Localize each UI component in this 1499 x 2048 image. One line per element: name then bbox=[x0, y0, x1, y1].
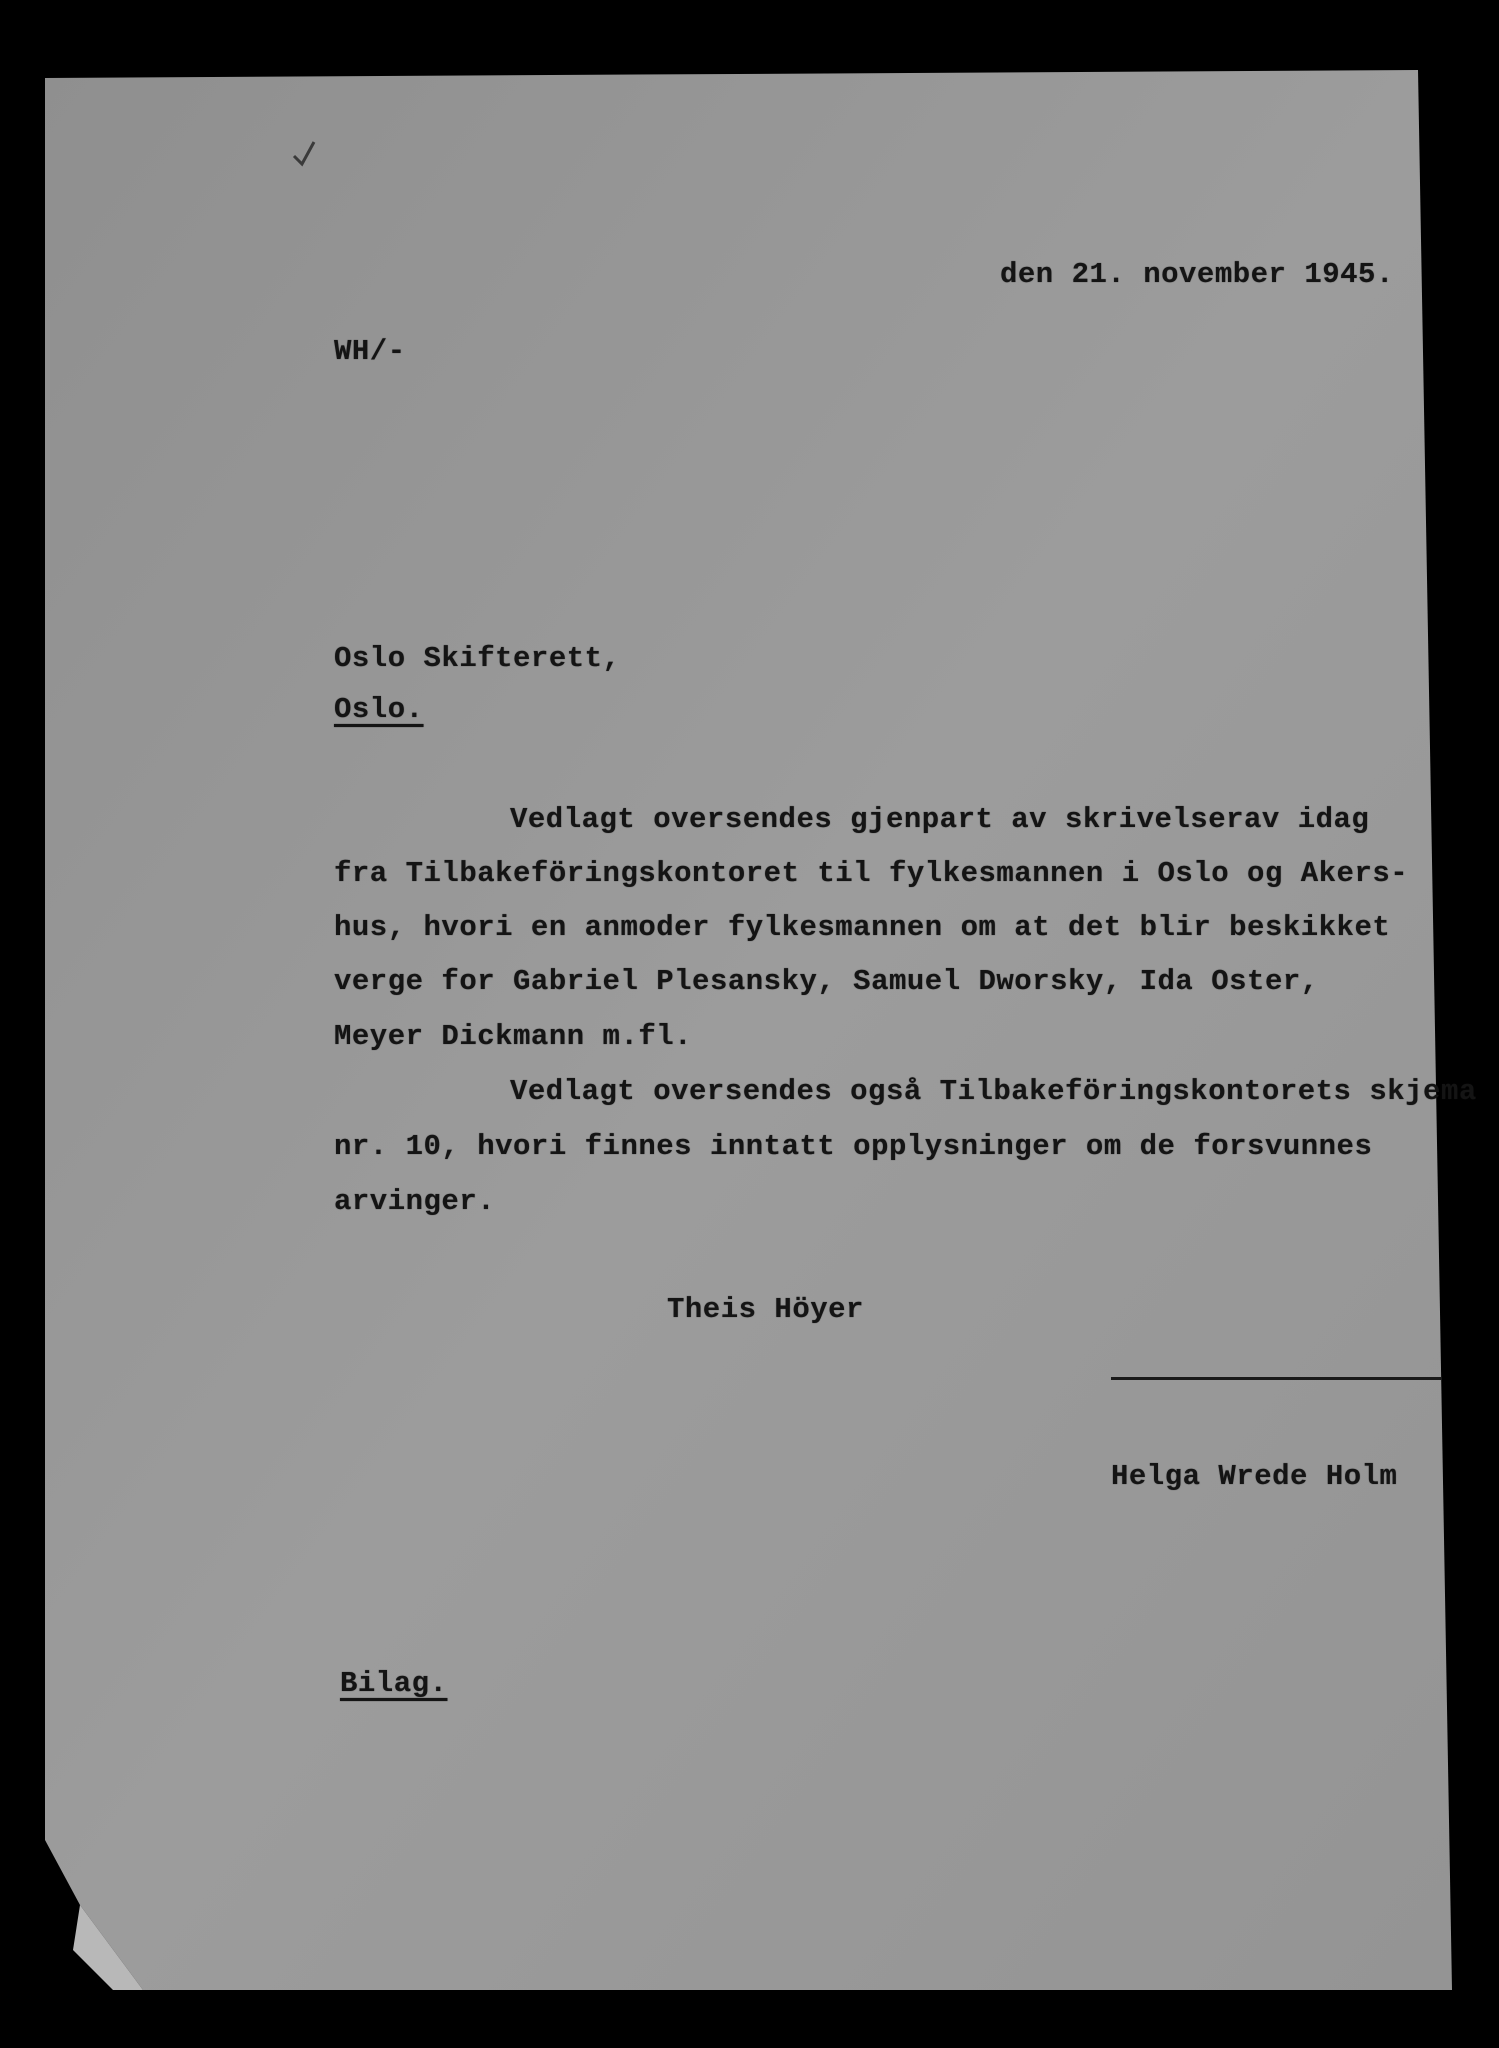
reference-code: WH/- bbox=[334, 335, 406, 368]
signatory-secondary: Helga Wrede Holm bbox=[1111, 1460, 1398, 1493]
body-line: Meyer Dickmann m.fl. bbox=[334, 1020, 693, 1053]
letter-date: den 21. november 1945. bbox=[1000, 258, 1394, 291]
body-line: Vedlagt oversendes også Tilbakeföringskontorets skjema bbox=[510, 1075, 1477, 1108]
check-mark-icon bbox=[290, 140, 330, 180]
enclosure-label: Bilag. bbox=[340, 1667, 448, 1700]
signatory-primary: Theis Höyer bbox=[667, 1293, 864, 1326]
recipient-city: Oslo. bbox=[334, 693, 424, 726]
body-line: arvinger. bbox=[334, 1185, 496, 1218]
body-line: verge for Gabriel Plesansky, Samuel Dworsky, Ida Oster, bbox=[334, 965, 1319, 998]
body-line: nr. 10, hvori finnes inntatt opplysninger om de forsvunnes bbox=[334, 1130, 1373, 1163]
body-line: hus, hvori en anmoder fylkesmannen om at det blir beskikket bbox=[334, 911, 1391, 944]
body-line: Vedlagt oversendes gjenpart av skrivelserav idag bbox=[510, 803, 1370, 836]
signature-line bbox=[1111, 1377, 1441, 1380]
recipient-name: Oslo Skifterett, bbox=[334, 642, 621, 675]
body-line: fra Tilbakeföringskontoret til fylkesmannen i Oslo og Akers- bbox=[334, 857, 1409, 890]
